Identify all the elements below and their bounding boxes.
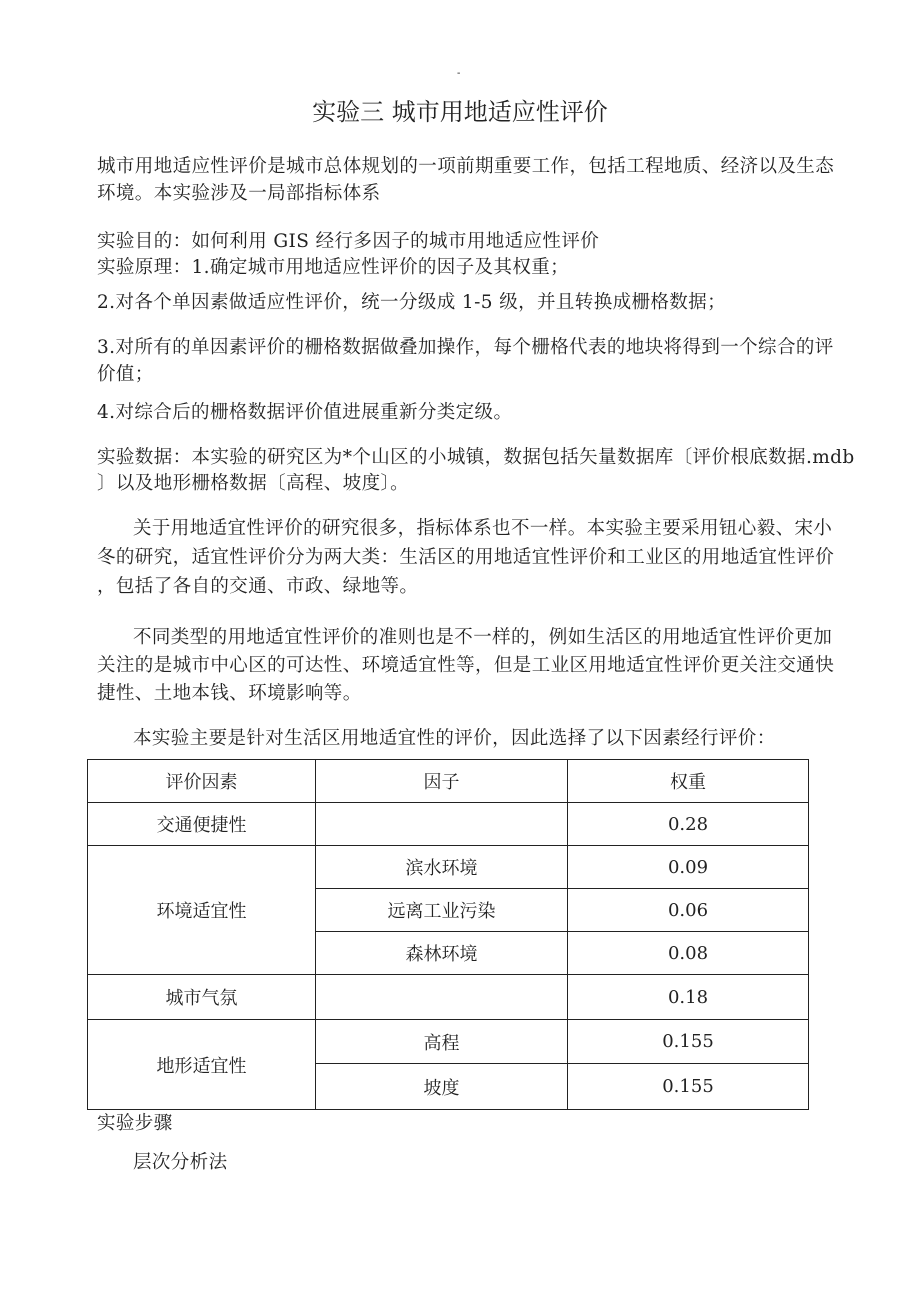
- sub-factor-cell: 远离工业污染: [316, 889, 568, 932]
- weight-cell: 0.06: [568, 889, 809, 932]
- header-cell: 权重: [568, 760, 809, 803]
- sub-factor-cell: [316, 803, 568, 846]
- weight-cell: 0.08: [568, 932, 809, 975]
- paragraph-line: 环境。本实验涉及一局部指标体系: [97, 183, 381, 204]
- paragraph-line: 冬的研究，适宜性评价分为两大类：生活区的用地适宜性评价和工业区的用地适宜性评价: [97, 547, 835, 568]
- weight-cell: 0.155: [568, 1064, 809, 1110]
- weight-cell: 0.09: [568, 846, 809, 889]
- factor-cell: 城市气氛: [88, 975, 316, 1020]
- table-header-row: [88, 760, 809, 803]
- sub-factor-cell: 坡度: [316, 1064, 568, 1110]
- paragraph-line: 2.对各个单因素做适应性评价，统一分级成 1-5 级，并且转换成栅格数据；: [97, 292, 727, 313]
- paragraph-line: 实验目的：如何利用 GIS 经行多因子的城市用地适应性评价: [97, 231, 600, 252]
- paragraph-line: 实验数据：本实验的研究区为*个山区的小城镇，数据包括矢量数据库〔评价根底数据.mdb: [97, 447, 855, 468]
- paragraph-line: 价值；: [97, 364, 154, 385]
- paragraph-line: 不同类型的用地适宜性评价的准则也是不一样的，例如生活区的用地适宜性评价更加: [133, 627, 833, 648]
- table-row: [88, 1020, 809, 1064]
- paragraph-line: 关于用地适宜性评价的研究很多，指标体系也不一样。本实验主要采用钮心毅、宋小: [133, 518, 833, 539]
- paragraph-line: 实验原理：1.确定城市用地适应性评价的因子及其权重；: [97, 257, 570, 278]
- paragraph-line: 本实验主要是针对生活区用地适宜性的评价，因此选择了以下因素经行评价：: [133, 728, 776, 749]
- table-row: [88, 803, 809, 846]
- weight-cell: 0.28: [568, 803, 809, 846]
- paragraph-line: 城市用地适应性评价是城市总体规划的一项前期重要工作，包括工程地质、经济以及生态: [97, 156, 835, 177]
- steps-heading: 实验步骤: [97, 1113, 173, 1134]
- factor-cell: 环境适宜性: [88, 846, 316, 975]
- weight-cell: 0.155: [568, 1020, 809, 1064]
- paragraph-line: ，包括了各自的交通、市政、绿地等。: [97, 576, 419, 597]
- header-cell: 评价因素: [88, 760, 316, 803]
- sub-factor-cell: 高程: [316, 1020, 568, 1064]
- page-title: 实验三 城市用地适应性评价: [312, 98, 608, 126]
- table-row: [88, 975, 809, 1020]
- paragraph-line: 捷性、土地本钱、环境影响等。: [97, 683, 362, 704]
- header-cell: 因子: [316, 760, 568, 803]
- weights-table: [87, 759, 809, 1110]
- weight-cell: 0.18: [568, 975, 809, 1020]
- paragraph-line: 关注的是城市中心区的可达性、环境适宜性等，但是工业区用地适宜性评价更关注交通快: [97, 655, 835, 676]
- paragraph-line: 4.对综合后的栅格数据评价值进展重新分类定级。: [97, 402, 513, 423]
- sub-factor-cell: 森林环境: [316, 932, 568, 975]
- paragraph-line: 3.对所有的单因素评价的栅格数据做叠加操作，每个栅格代表的地块将得到一个综合的评: [97, 337, 834, 358]
- factor-cell: 交通便捷性: [88, 803, 316, 846]
- sub-factor-cell: 滨水环境: [316, 846, 568, 889]
- method-label: 层次分析法: [133, 1152, 228, 1173]
- paragraph-line: 〕以及地形栅格数据〔高程、坡度〕。: [97, 473, 410, 494]
- header-mark: -: [457, 68, 461, 79]
- table-row: [88, 846, 809, 889]
- sub-factor-cell: [316, 975, 568, 1020]
- factor-cell: 地形适宜性: [88, 1020, 316, 1110]
